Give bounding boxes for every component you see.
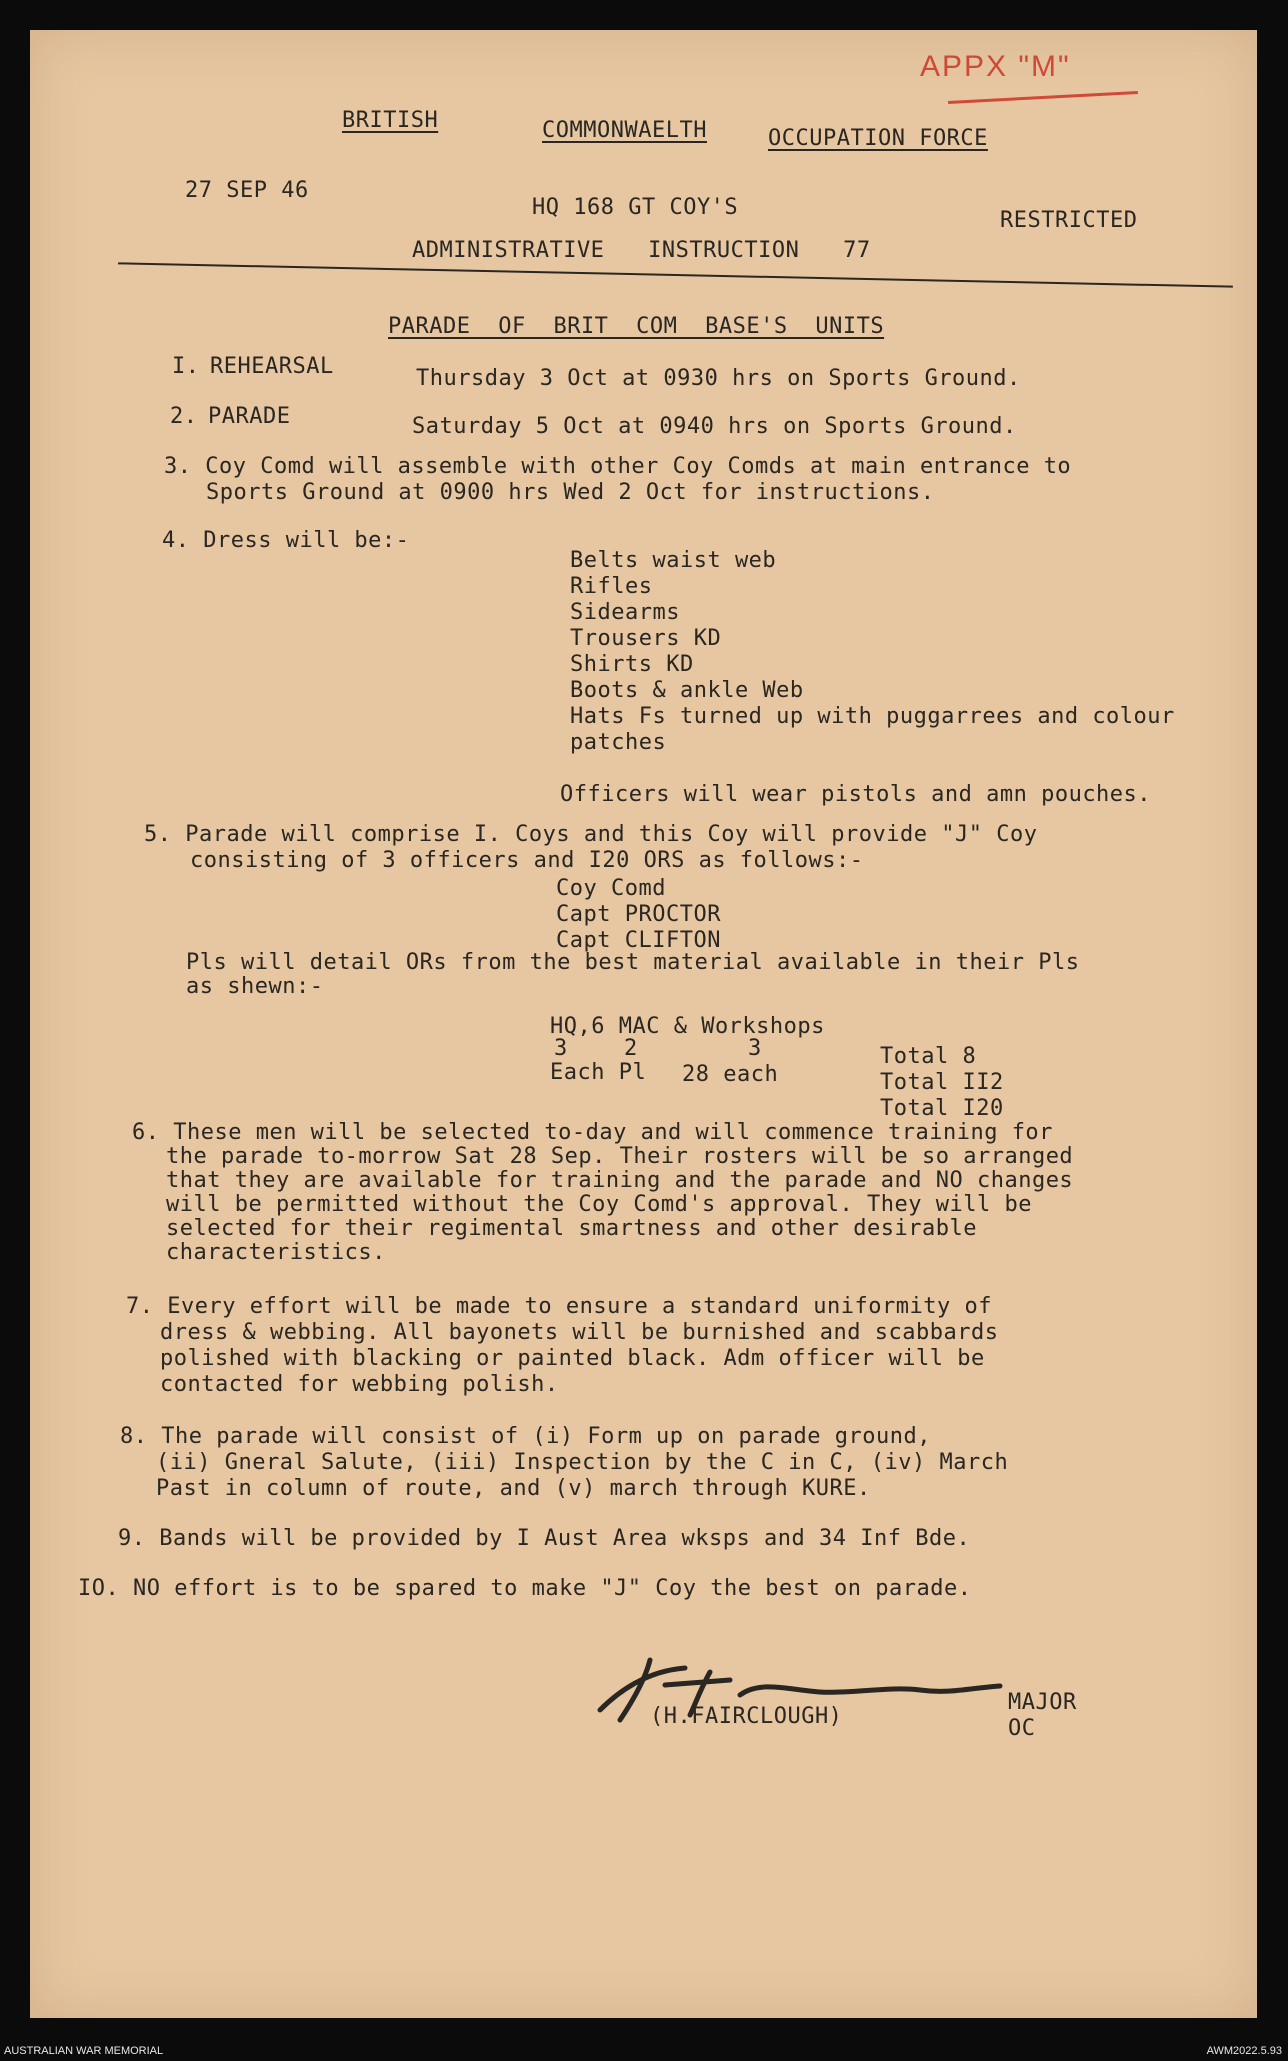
header-rule	[118, 262, 1233, 287]
allocation-number: 2	[624, 1036, 638, 1061]
header-org-1: BRITISH	[342, 108, 439, 133]
item-1-text: Thursday 3 Oct at 0930 hrs on Sports Ground.	[416, 366, 1021, 391]
footer-archive: AUSTRALIAN WAR MEMORIAL	[4, 2045, 164, 2057]
item-2-number: 2.	[170, 404, 198, 429]
dress-item: Shirts KD	[570, 652, 694, 677]
dress-item: Hats Fs turned up with puggarrees and colour	[570, 704, 1175, 729]
dress-item: Trousers KD	[570, 626, 722, 651]
allocation-number: 3	[748, 1036, 762, 1061]
dress-item: Belts waist web	[570, 548, 777, 573]
item-2-label: PARADE	[208, 404, 291, 429]
item-6-line: the parade to-morrow Sat 28 Sep. Their rosters will be so arranged	[166, 1144, 1074, 1169]
item-6-line-1: 6. These men will be selected to-day and will commence training for	[132, 1120, 1053, 1145]
item-6-line: selected for their regimental smartness and other desirable	[166, 1216, 977, 1241]
item-1-label: REHEARSAL	[210, 354, 334, 379]
allocation-number: 3	[554, 1036, 568, 1061]
document-date: 27 SEP 46	[185, 178, 309, 203]
item-10: IO. NO effort is to be spared to make "J" Coy the best on parade.	[78, 1576, 972, 1601]
allocation-each: 28 each	[682, 1062, 779, 1087]
item-5-line-2: consisting of 3 officers and I20 ORS as follows:-	[190, 848, 864, 873]
dress-item: Rifles	[570, 574, 653, 599]
signatory-role: OC	[1008, 1716, 1036, 1741]
pls-line-1: Pls will detail ORs from the best material available in their Pls	[186, 950, 1080, 975]
header-org-3: OCCUPATION FORCE	[768, 126, 988, 151]
header-org-2: COMMONWAELTH	[542, 118, 707, 143]
total-row: Total II2	[880, 1070, 1004, 1095]
officer-entry: Capt PROCTOR	[556, 902, 721, 927]
dress-item: Boots & ankle Web	[570, 678, 804, 703]
item-7-line: polished with blacking or painted black. Adm officer will be	[160, 1346, 985, 1371]
total-row: Total 8	[880, 1044, 977, 1069]
item-3-line-1: 3. Coy Comd will assemble with other Coy Comds at main entrance to	[164, 454, 1072, 479]
instruction-title: ADMINISTRATIVE INSTRUCTION 77	[412, 238, 871, 263]
item-3-line-2: Sports Ground at 0900 hrs Wed 2 Oct for instructions.	[206, 480, 935, 505]
item-7-line: dress & webbing. All bayonets will be burnished and scabbards	[160, 1320, 999, 1345]
item-7-line-1: 7. Every effort will be made to ensure a standard uniformity of	[126, 1294, 992, 1319]
allocation-heading: HQ,6 MAC & Workshops	[550, 1014, 825, 1039]
item-4-intro: 4. Dress will be:-	[162, 528, 410, 553]
item-8-line-1: 8. The parade will consist of (i) Form up on parade ground,	[120, 1424, 931, 1449]
item-1-number: I.	[172, 354, 200, 379]
item-9: 9. Bands will be provided by I Aust Area wksps and 34 Inf Bde.	[118, 1526, 971, 1551]
item-8-line: (ii) Gneral Salute, (iii) Inspection by the C in C, (iv) March	[156, 1450, 1009, 1475]
total-row: Total I20	[880, 1096, 1004, 1121]
officers-dress: Officers will wear pistols and amn pouches.	[560, 782, 1152, 807]
pls-line-2: as shewn:-	[186, 974, 324, 999]
item-7-line: contacted for webbing polish.	[160, 1372, 559, 1397]
signatory-name: (H.FAIRCLOUGH)	[650, 1704, 843, 1729]
item-6-line: will be permitted without the Coy Comd's approval. They will be	[166, 1192, 1032, 1217]
item-6-line: characteristics.	[166, 1240, 386, 1265]
classification: RESTRICTED	[1000, 208, 1138, 233]
item-2-text: Saturday 5 Oct at 0940 hrs on Sports Ground.	[412, 414, 1017, 439]
dress-item: patches	[570, 730, 667, 755]
signatory-rank: MAJOR	[1008, 1690, 1077, 1715]
item-5-line-1: 5. Parade will comprise I. Coys and this Coy will provide "J" Coy	[144, 822, 1038, 847]
item-8-line: Past in column of route, and (v) march through KURE.	[156, 1476, 871, 1501]
stamp-underline	[948, 91, 1138, 104]
officer-entry: Coy Comd	[556, 876, 666, 901]
appendix-stamp: APPX "M"	[920, 50, 1071, 83]
subject-line: PARADE OF BRIT COM BASE'S UNITS	[388, 314, 885, 339]
unit-name: HQ 168 GT COY'S	[532, 195, 739, 220]
allocation-each: Each Pl	[550, 1060, 647, 1085]
officer-entry: Capt CLIFTON	[556, 928, 721, 953]
document-page	[30, 30, 1257, 2018]
item-6-line: that they are available for training and the parade and NO changes	[166, 1168, 1074, 1193]
dress-item: Sidearms	[570, 600, 680, 625]
footer-accession: AWM2022.5.93	[1206, 2045, 1282, 2057]
